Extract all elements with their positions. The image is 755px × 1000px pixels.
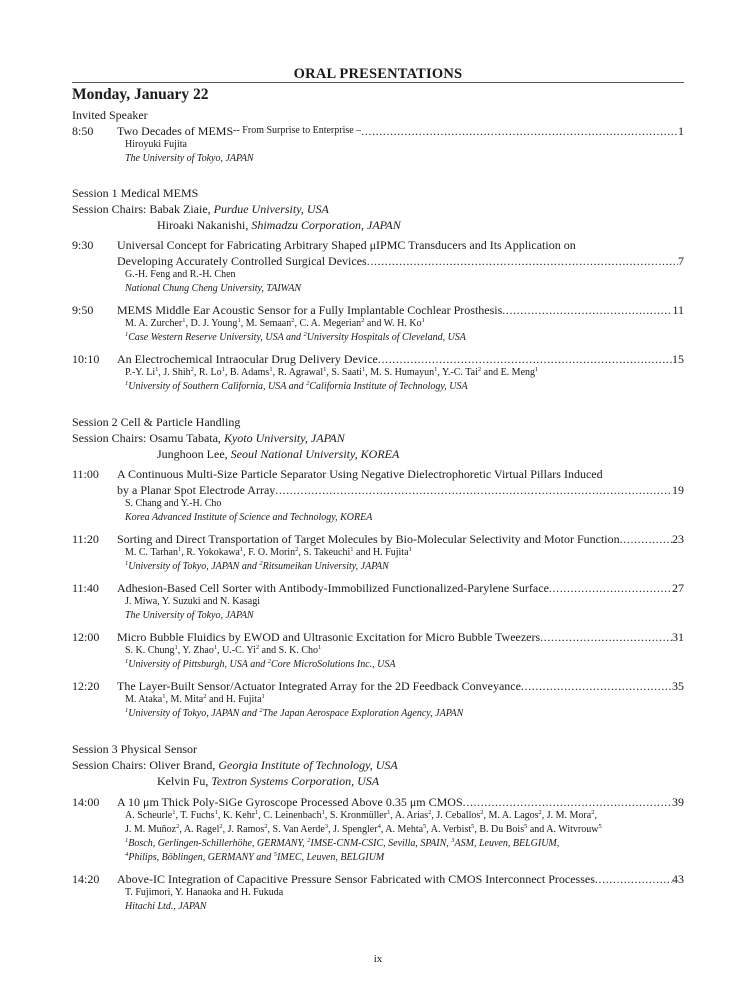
session-1-chair-2 <box>157 218 401 232</box>
author-name: R. Yokokawa <box>186 547 240 558</box>
author-name: M. Mita <box>170 694 204 705</box>
page-ref: 27 <box>672 581 684 595</box>
affiliation-marker: 2 <box>176 823 180 830</box>
affiliation-marker: 1 <box>174 644 178 651</box>
affiliation-marker: 2 <box>480 809 484 816</box>
affiliation-text: IMSE-CNM-CSIC, Sevilla, SPAIN, <box>310 838 452 849</box>
affiliation-marker: 5 <box>471 823 475 830</box>
talk-authors: S. Chang and Y.-H. Cho <box>125 498 222 509</box>
talk-time: 12:20 <box>72 679 100 693</box>
talk-affiliation: The University of Tokyo, JAPAN <box>125 153 254 164</box>
author-name: S. Takeuchi <box>303 547 351 558</box>
talk-affiliation <box>125 659 395 671</box>
affiliation-marker: 4 <box>377 823 381 830</box>
talk-title: MEMS Middle Ear Acoustic Sensor for a Fully Implantable Cochlear Prosthesis <box>117 303 503 317</box>
talk-title: Developing Accurately Controlled Surgical Devices <box>117 254 367 268</box>
author-name: J. M. Muñoz <box>125 824 177 835</box>
affiliation-marker: 1 <box>408 546 412 553</box>
affiliation-marker: 2 <box>591 809 595 816</box>
affiliation-marker: 4 <box>125 851 129 858</box>
author-name: S. Kronmüller <box>329 810 388 821</box>
affiliation-marker: 1 <box>178 546 182 553</box>
affiliation-marker: 5 <box>598 823 602 830</box>
author-name: M. C. Tarhan <box>125 547 178 558</box>
author-name: Y. Zhao <box>182 645 214 656</box>
session-3-label: Session 3 Physical Sensor <box>72 742 198 756</box>
document-title: ORAL PRESENTATIONS <box>293 66 463 82</box>
talk-title-entry[interactable] <box>117 124 684 138</box>
author-name: E. Meng <box>500 367 536 378</box>
affiliation-marker: 1 <box>318 644 322 651</box>
talk-authors: J. Miwa, Y. Suzuki and N. Kasagi <box>125 596 260 607</box>
page-ref: 15 <box>672 352 684 366</box>
chair-affiliation: Purdue University, USA <box>213 202 329 216</box>
affiliation-text: University Hospitals of Cleveland, USA <box>306 332 466 343</box>
page-ref: 1 <box>678 124 684 138</box>
talk-subtitle: -- From Surprise to Enterprise – <box>233 125 362 136</box>
affiliation-text: Philips, Böblingen, GERMANY and <box>128 852 274 863</box>
affiliation-text: California Institute of Technology, USA <box>309 381 468 392</box>
author-name: M. A. Zurcher <box>125 318 183 329</box>
affiliation-marker: 1 <box>182 317 186 324</box>
affiliation-text: ASM, Leuven, BELGIUM, <box>454 838 560 849</box>
author-name: B. Adams <box>229 367 270 378</box>
chair-name: Babak Ziaie, <box>149 202 214 216</box>
affiliation-marker: 1 <box>162 693 166 700</box>
affiliation-marker: 1 <box>239 546 244 553</box>
affiliation-marker: 1 <box>155 366 159 373</box>
affiliation-marker: 2 <box>303 331 307 338</box>
talk-title-entry[interactable] <box>117 679 684 693</box>
affiliation-marker: 2 <box>538 809 542 816</box>
talk-time: 8:50 <box>72 124 94 138</box>
author-name: A. Ragel <box>183 824 220 835</box>
affiliation-marker: 1 <box>221 366 225 373</box>
chair-name: Junghoon Lee, <box>157 447 231 461</box>
affiliation-text: University of Tokyo, JAPAN and <box>128 561 260 572</box>
session-2-chair-2 <box>157 447 399 461</box>
affiliation-marker: 2 <box>203 693 207 700</box>
page-ref: 7 <box>678 254 684 268</box>
affiliation-text: Core MicroSolutions Inc., USA <box>270 659 396 670</box>
session-2-label: Session 2 Cell & Particle Handling <box>72 415 241 429</box>
talk-title: A 10 μm Thick Poly-SiGe Gyroscope Processed Above 0.35 μm CMOS <box>117 795 463 809</box>
author-name: M. A. Lagos <box>488 810 539 821</box>
chairs-prefix: Session Chairs: <box>72 202 150 216</box>
leader-dots <box>367 254 678 268</box>
session-1-chair-1 <box>72 202 329 216</box>
talk-authors: A. Scheurle$^1$, T. Fuchs$^1$, K. Kehr$^1$, C. Leinenbach$^1$, S. Kronmüller$^1$, A. Arias$^2$, J. Ceballos$^2$, M. A. Lagos$^2$, J. M. Mora$^2$, <box>125 809 597 821</box>
talk-title: A Continuous Multi-Size Particle Separator Using Negative Dielectrophoretic Virtual Pillars Induced <box>117 467 603 481</box>
affiliation-marker: 2 <box>295 546 299 553</box>
affiliation-marker: 2 <box>259 560 263 567</box>
affiliation-marker: 1 <box>213 644 218 651</box>
talk-authors: M. A. Zurcher$^1$, D. J. Young$^1$, M. Semaan$^2$, C. A. Megerian$^2$ and W. H. Ko$^1$ <box>125 317 425 329</box>
leader-dots <box>463 795 672 809</box>
talk-authors: J. M. Muñoz$^2$, A. Ragel$^2$, J. Ramos$^2$, S. Van Aerde$^3$, J. Spengler$^4$, A. Mehta$^5$, A. Verbist$^5$, B. Du Bois$^5$ and A. Witvrouw$^5$ <box>125 823 602 835</box>
talk-title: An Electrochemical Intraocular Drug Delivery Device <box>117 352 378 366</box>
author-name: H. Fujita <box>372 547 409 558</box>
affiliation-marker: 2 <box>264 823 268 830</box>
affiliation-marker: 2 <box>255 644 260 651</box>
author-name: R. Agrawal <box>277 367 324 378</box>
affiliation-marker: 2 <box>361 317 365 324</box>
affiliation-marker: 1 <box>125 331 129 338</box>
affiliation-marker: 2 <box>267 658 271 665</box>
talk-time: 14:20 <box>72 872 100 886</box>
author-name: A. Mehta <box>385 824 424 835</box>
affiliation-marker: 2 <box>428 809 432 816</box>
leader-dots <box>620 532 672 546</box>
talk-affiliation: Korea Advanced Institute of Science and Technology, KOREA <box>125 512 373 523</box>
author-name: W. H. Ko <box>383 318 422 329</box>
chair-name: Hiroaki Nakanishi, <box>157 218 252 232</box>
author-name: T. Fuchs <box>180 810 215 821</box>
page-ref: 19 <box>672 483 684 497</box>
affiliation-marker: 1 <box>214 809 218 816</box>
talk-time: 11:20 <box>72 532 99 546</box>
talk-affiliation <box>125 838 559 850</box>
affiliation-marker: 1 <box>125 707 129 714</box>
affiliation-text: University of Pittsburgh, USA and <box>128 659 268 670</box>
session-1-label: Session 1 Medical MEMS <box>72 186 199 200</box>
day-heading: Monday, January 22 <box>72 86 209 103</box>
author-name: J. Ceballos <box>436 810 481 821</box>
affiliation-marker: 3 <box>324 823 329 830</box>
affiliation-text: The Japan Aerospace Exploration Agency, JAPAN <box>262 708 464 719</box>
talk-authors: G.-H. Feng and R.-H. Chen <box>125 269 236 280</box>
affiliation-text: Bosch, Gerlingen-Schillerhöhe, GERMANY, <box>128 838 308 849</box>
talk-title: Micro Bubble Fluidics by EWOD and Ultrasonic Excitation for Micro Bubble Tweezers <box>117 630 541 644</box>
talk-time: 14:00 <box>72 795 100 809</box>
invited-speaker-label: Invited Speaker <box>72 108 148 122</box>
author-name: J. M. Mora <box>546 810 592 821</box>
talk-title-entry[interactable] <box>117 532 684 546</box>
talk-title: Sorting and Direct Transportation of Target Molecules by Bio-Molecular Selectivity and Motor Function <box>117 532 620 546</box>
affiliation-text: University of Tokyo, JAPAN and <box>128 708 260 719</box>
affiliation-marker: 3 <box>451 837 455 844</box>
affiliation-marker: 5 <box>423 823 427 830</box>
affiliation-marker: 2 <box>477 366 482 373</box>
affiliation-marker: 1 <box>321 809 325 816</box>
author-name: F. O. Morin <box>248 547 296 558</box>
leader-dots <box>275 483 672 497</box>
affiliation-text: Ritsumeikan University, JAPAN <box>262 561 389 572</box>
affiliation-marker: 1 <box>361 366 366 373</box>
talk-authors: T. Fujimori, Y. Hanaoka and H. Fukuda <box>125 887 284 898</box>
author-name: M. S. Humayun <box>370 367 435 378</box>
author-name: A. Verbist <box>430 824 472 835</box>
talk-title-entry[interactable] <box>117 581 684 595</box>
author-name: S. K. Chung <box>125 645 175 656</box>
talk-title-line[interactable] <box>117 467 684 481</box>
author-name: H. Fujita <box>225 694 262 705</box>
talk-title-entry[interactable] <box>117 795 684 809</box>
affiliation-text: Case Western Reserve University, USA and <box>128 332 304 343</box>
author-name: A. Witvrouw <box>546 824 599 835</box>
talk-title-entry[interactable] <box>117 630 684 644</box>
talk-title: Two Decades of MEMS <box>117 124 234 138</box>
affiliation-marker: 1 <box>535 366 539 373</box>
author-name: C. Leinenbach <box>263 810 322 821</box>
talk-title: The Layer-Built Sensor/Actuator Integrated Array for the 2D Feedback Conveyance <box>117 679 521 693</box>
chair-affiliation: Shimadzu Corporation, JAPAN <box>251 218 401 232</box>
affiliation-marker: 2 <box>291 317 295 324</box>
page-number: ix <box>373 953 383 965</box>
leader-dots <box>502 303 672 317</box>
talk-title-entry[interactable] <box>117 303 684 317</box>
author-name: C. A. Megerian <box>299 318 362 329</box>
chairs-prefix: Session Chairs: <box>72 431 150 445</box>
affiliation-marker: 1 <box>323 366 327 373</box>
talk-time: 10:10 <box>72 352 100 366</box>
author-name: A. Scheurle <box>125 810 173 821</box>
affiliation-marker: 1 <box>125 837 129 844</box>
affiliation-marker: 1 <box>172 809 176 816</box>
leader-dots <box>361 124 678 138</box>
affiliation-marker: 1 <box>261 693 265 700</box>
talk-title: by a Planar Spot Electrode Array <box>117 483 276 497</box>
affiliation-marker: 2 <box>259 707 263 714</box>
affiliation-marker: 1 <box>255 809 259 816</box>
author-name: K. Kehr <box>222 810 256 821</box>
affiliation-text: University of Southern California, USA and <box>128 381 307 392</box>
page-ref: 43 <box>672 872 684 886</box>
affiliation-marker: 2 <box>219 823 223 830</box>
talk-time: 11:00 <box>72 467 99 481</box>
talk-affiliation <box>125 852 384 864</box>
leader-dots <box>521 679 672 693</box>
author-name: S. K. Cho <box>278 645 319 656</box>
talk-authors: P.-Y. Li$^1$, J. Shih$^2$, R. Lo$^1$, B. Adams$^1$, R. Agrawal$^1$, S. Saati$^1$, M. S. Humayun$^1$, Y.-C. Tai$^2$ and E. Meng$^1$ <box>125 366 539 378</box>
affiliation-text: IMEC, Leuven, BELGIUM <box>277 852 385 863</box>
title-divider <box>72 82 684 83</box>
talk-time: 12:00 <box>72 630 100 644</box>
author-name: S. Saati <box>331 367 362 378</box>
page-ref: 31 <box>672 630 684 644</box>
affiliation-marker: 1 <box>237 317 241 324</box>
affiliation-marker: 2 <box>306 380 310 387</box>
session-3-chair-2 <box>157 774 379 788</box>
talk-authors: Hiroyuki Fujita <box>125 139 187 150</box>
author-name: M. Semaan <box>245 318 292 329</box>
talk-authors: M. Ataka$^1$, M. Mita$^2$ and H. Fujita$^1$ <box>125 693 265 705</box>
talk-title-entry[interactable] <box>117 872 684 886</box>
talk-authors: S. K. Chung$^1$, Y. Zhao$^1$, U.-C. Yi$^2$ and S. K. Cho$^1$ <box>125 644 322 656</box>
talk-authors: M. C. Tarhan$^1$, R. Yokokawa$^1$, F. O. Morin$^2$, S. Takeuchi$^1$ and H. Fujita$^1$ <box>125 546 412 558</box>
page-ref: 11 <box>672 303 684 317</box>
author-name: Y.-C. Tai <box>441 367 478 378</box>
author-name: U.-C. Yi <box>222 645 256 656</box>
talk-title: Universal Concept for Fabricating Arbitrary Shaped μIPMC Transducers and Its Application on <box>117 238 576 252</box>
author-name: A. Arias <box>394 810 429 821</box>
talk-title-line[interactable] <box>117 238 684 252</box>
author-name: P.-Y. Li <box>125 367 156 378</box>
author-name: D. J. Young <box>190 318 238 329</box>
talk-title-entry[interactable] <box>117 254 684 268</box>
talk-time: 11:40 <box>72 581 99 595</box>
talk-title: Adhesion-Based Cell Sorter with Antibody-Immobilized Functionalized-Parylene Surface <box>117 581 549 595</box>
affiliation-marker: 1 <box>387 809 391 816</box>
talk-time: 9:30 <box>72 238 94 252</box>
chair-affiliation: Georgia Institute of Technology, USA <box>218 758 398 772</box>
page-ref: 23 <box>672 532 684 546</box>
chair-name: Kelvin Fu, <box>157 774 212 788</box>
leader-dots <box>595 872 672 886</box>
affiliation-marker: 1 <box>125 560 129 567</box>
author-name: R. Lo <box>198 367 222 378</box>
talk-time: 9:50 <box>72 303 94 317</box>
author-name: S. Van Aerde <box>272 824 325 835</box>
chair-affiliation: Textron Systems Corporation, USA <box>211 774 380 788</box>
affiliation-marker: 1 <box>421 317 425 324</box>
author-name: B. Du Bois <box>479 824 525 835</box>
talk-affiliation: The University of Tokyo, JAPAN <box>125 610 254 621</box>
leader-dots <box>540 630 672 644</box>
page-ref: 39 <box>672 795 684 809</box>
chair-name: Oliver Brand, <box>149 758 219 772</box>
affiliation-marker: 2 <box>190 366 194 373</box>
affiliation-marker: 2 <box>307 837 311 844</box>
affiliation-marker: 5 <box>524 823 528 830</box>
talk-title-entry[interactable] <box>117 352 684 366</box>
chair-name: Osamu Tabata, <box>149 431 224 445</box>
talk-affiliation <box>125 381 468 393</box>
talk-affiliation <box>125 561 389 573</box>
affiliation-marker: 1 <box>125 380 129 387</box>
talk-affiliation <box>125 332 466 344</box>
talk-title-entry[interactable] <box>117 483 684 497</box>
leader-dots <box>378 352 672 366</box>
affiliation-marker: 1 <box>434 366 438 373</box>
author-name: J. Spengler <box>333 824 378 835</box>
talk-affiliation: Hitachi Ltd., JAPAN <box>125 901 207 912</box>
author-name: J. Shih <box>163 367 191 378</box>
chair-affiliation: Kyoto University, JAPAN <box>223 431 345 445</box>
author-name: M. Ataka <box>125 694 163 705</box>
session-2-chair-1 <box>72 431 345 445</box>
chair-affiliation: Seoul National University, KOREA <box>230 447 400 461</box>
affiliation-marker: 1 <box>125 658 129 665</box>
affiliation-marker: 1 <box>350 546 354 553</box>
affiliation-marker: 5 <box>273 851 278 858</box>
talk-title: Above-IC Integration of Capacitive Pressure Sensor Fabricated with CMOS Interconnect Processes <box>117 872 595 886</box>
author-name: J. Ramos <box>227 824 265 835</box>
talk-affiliation <box>125 708 463 720</box>
session-3-chair-1 <box>72 758 398 772</box>
affiliation-marker: 1 <box>269 366 273 373</box>
page-ref: 35 <box>672 679 684 693</box>
talk-affiliation: National Chung Cheng University, TAIWAN <box>125 283 302 294</box>
leader-dots <box>549 581 672 595</box>
chairs-prefix: Session Chairs: <box>72 758 150 772</box>
